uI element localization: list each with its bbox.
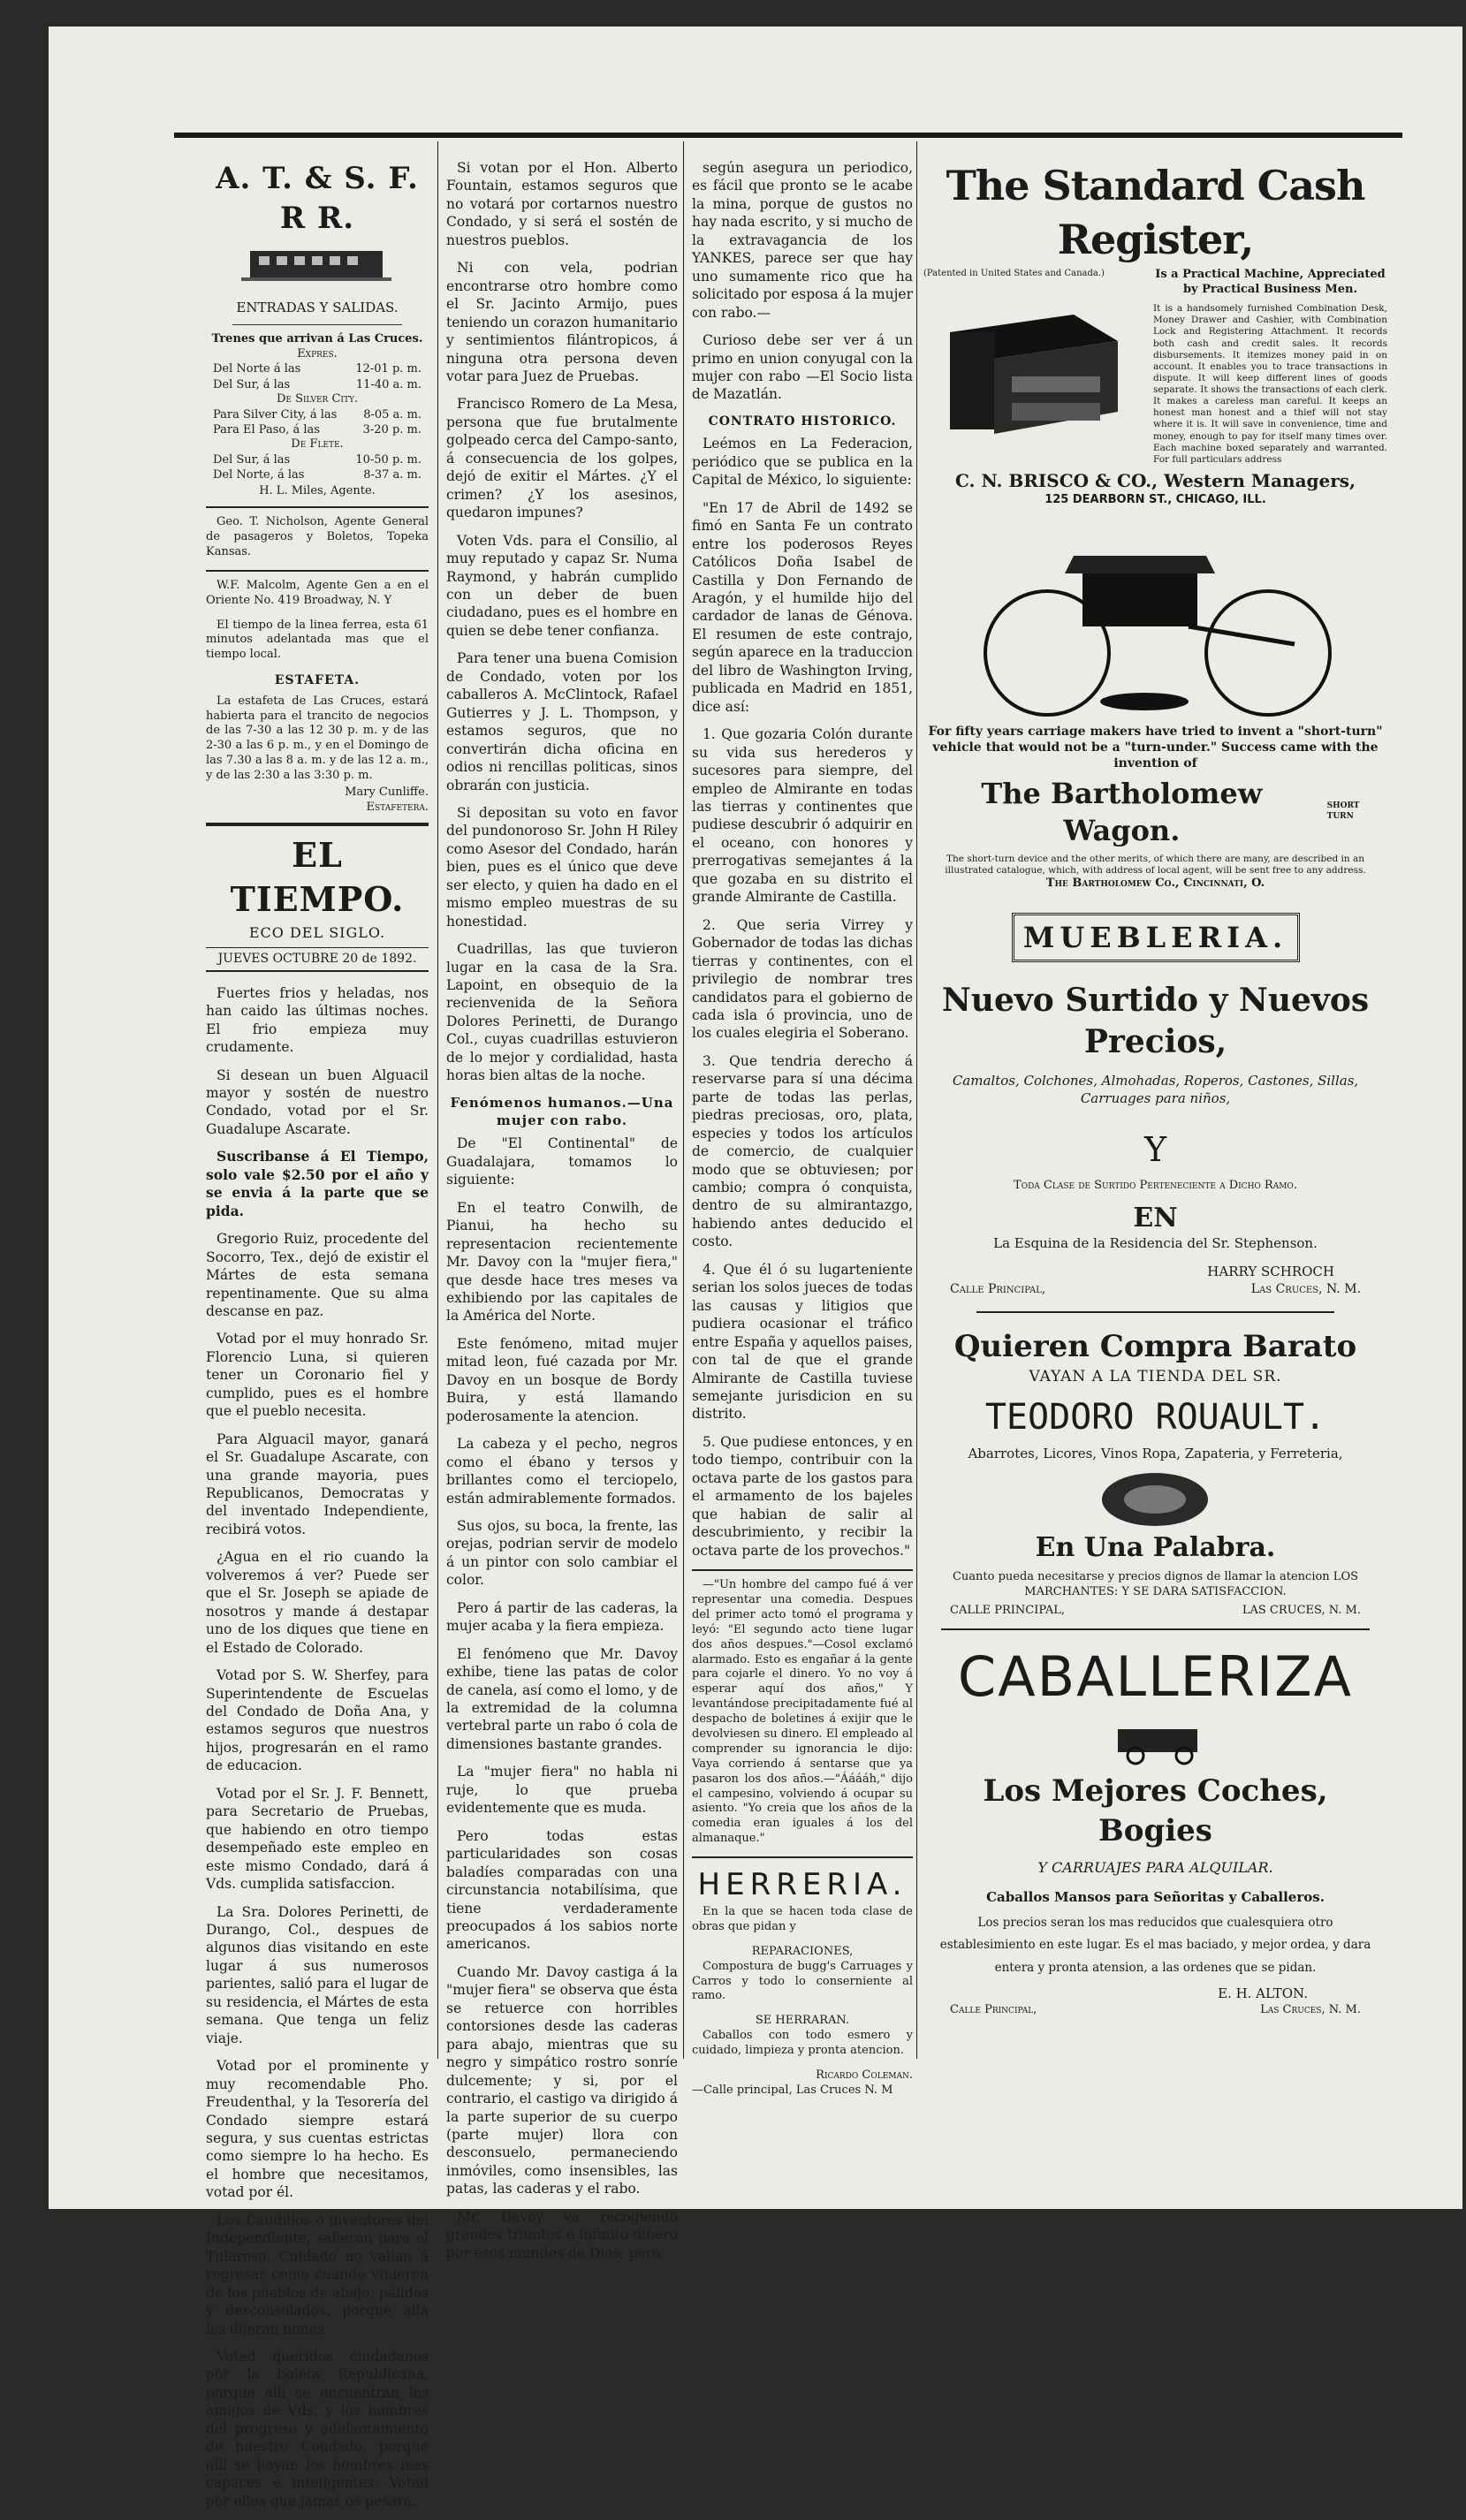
section-heading: ESTAFETA. [274,673,361,688]
ad-text: Compostura de bugg's Carruages y Carros y todo lo conserniente al ramo. [692,1959,913,2003]
wagon-image [923,520,1387,724]
article: Los Caudillos ó inventores del Independiente, salieron para el Tularoso. Cuidado no vallan á regresar como cuando vinieron de los pueblos de abajo, pálidos y desconsolados, porque allá les dijeran nones. [206,2212,429,2337]
article: Votad por S. W. Sherfey, para Superintendente de Escuelas del Condado de Doña Ana, y estamos seguros que nuestros hijos, progresarán en el ramo de educacion. [206,1667,429,1774]
newspaper-page [49,27,1462,2509]
schedule-row: Para El Paso, á las 3-20 p. m. [213,422,422,436]
article: La cabeza y el pecho, negros como el ébano y tersos y brillantes como el terciopelo, están admirablemente formados. [446,1436,678,1507]
ad-text: EN [1133,1202,1178,1233]
ad-text: Cuanto pueda necesitarse y precios dignos de llamar la atencion LOS MARCHANTES: Y SE DARA SATISFACCION. [952,1569,1359,1598]
article: Curioso debe ser ver á un primo en union conyugal con la mujer con rabo —El Socio lista de Mazatlán. [692,332,913,403]
article: Este fenómeno, mitad mujer mitad leon, fué cazada por Mr. Davoy en un bosque de Bordy Buira, y está llamando poderosamente la atencion. [446,1335,678,1424]
column-1 [206,159,429,2520]
section-heading: Trenes que arrivan á Las Cruces. [211,331,423,345]
article: Cuadrillas, las que tuvieron lugar en la casa de la Sra. Lapoint, en obsequio de la recienvenida de la Señora Dolores Perinetti, de Durango Col., cuyas cuadrillas estuvieron de lo mejor y cordialidad, hasta horas bien altas de la noche. [446,941,678,1084]
cash-register-image [923,279,1136,447]
article: La Sra. Dolores Perinetti, de Durango, Col., despues de algunos dias visitando en este lugar á sus numerosos parientes, salió para el lugar de su residencia, el Mártes de esta semana. Que tenga un feliz viaje. [206,1903,429,2046]
ad-text: En la que se hacen toda clase de obras que pidan y [692,1905,913,1933]
schedule-row: Del Sur, á las 10-50 p. m. [213,452,422,467]
ad-text: Y [1143,1129,1167,1169]
article: Si votan por el Hon. Alberto Fountain, estamos seguros que no votará por cortarnos nuestro Condado, y si será el sostén de nuestros pueblos. [446,160,678,248]
ad-text: Calle Principal, [950,1281,1046,1296]
schedule-row: Del Norte, á las 8-37 a. m. [213,468,422,482]
article-heading: Fenómenos humanos.—Una mujer con rabo. [450,1094,674,1128]
address: —Calle principal, Las Cruces N. M [692,2083,893,2097]
article: 2. Que seria Virrey y Gobernador de todas las dichas tierras y continentes, con el privilegio de nombrar tres candidatos para el gobierno de cada isla ó provincia, uno de los cuales elegiria el Soberano. [692,916,913,1042]
ad-title: MUEBLERIA. [1012,913,1300,962]
article: Pero todas estas particularidades son cosas baladíes comparadas con una circunstancia notabilísima, que tiene verdaderamente preocupados á los sabios norte americanos. [446,1827,678,1953]
ad-text: Las Cruces, N. M. [1250,1281,1361,1296]
ad-text: Abarrotes, Licores, Vinos Ropa, Zapateria, y Ferreteria, [968,1446,1343,1462]
column-2 [446,159,678,2272]
article: 5. Que pudiese entonces, y en todo tiempo, contribuir con la octava parte de los gastos para el armamento de los bajeles que habian de salir al descubrimiento, y recibir la octava parte de los provechos." [692,1433,913,1559]
ad-company: The Bartholomew Co., Cincinnati, O. [1045,876,1265,890]
ad-text: Camaltos, Colchones, Almohadas, Roperos, Castones, Sillas, Carruages para niños, [952,1072,1359,1106]
ad-title: The Bartholomew Wagon. [981,777,1263,848]
ad-title: CABALLERIZA [957,1644,1354,1710]
ad-text: CALLE PRINCIPAL, [950,1604,1066,1618]
column-rule [683,141,684,2059]
notice: El tiempo de la linea ferrea, esta 61 minutos adelantada mas que el tiempo local. [206,618,429,662]
article: Mr. Davoy va recogiendo grandes triunfos é infinito dinero por esos mundos de Dios; pero [446,2208,678,2261]
top-rule [174,133,1402,138]
railroad-title: A. T. & S. F. R R. [216,161,419,236]
schedule-row: Para Silver City, á las 8-05 a. m. [213,407,422,421]
ad-company: C. N. BRISCO & CO., Western Managers, [954,469,1356,491]
agent-line: H. L. Miles, Agente. [259,484,376,498]
ad-text: SHORT TURN [1326,801,1360,822]
masthead: EL TIEMPO. [230,834,405,919]
article-heading: CONTRATO HISTORICO. [708,414,897,429]
article: Leémos en La Federacion, periódico que se publica en la Capital de México, lo siguiente: [692,436,913,489]
ad-signature: HARRY SCHROCH [1207,1263,1334,1279]
article: ¿Agua en el rio cuando la volveremos á ver? Puede ser que el Sr. Joseph se apiade de nosotros y mande á destapar uno de los diques que tiene en el Estado de Colorado. [206,1549,429,1656]
article: Para tener una buena Comision de Condado, voten por los caballeros A. McClintock, Rafael Gutierres y J. L. Thompson, y estamos seguros, que no convertirán dicha oficina en odios ni rencillas politicas, sinos obrarán con justicia. [446,650,678,793]
ad-address: 125 DEARBORN ST., CHICAGO, ILL. [1044,493,1266,507]
article: Gregorio Ruiz, procedente del Socorro, Tex., dejó de existir el Mártes de esta semana repentinamente. Que su alma descanse en paz. [206,1231,429,1319]
article: Pero á partir de las caderas, la mujer acaba y la fiera empieza. [446,1599,678,1635]
article: La "mujer fiera" no habla ni ruje, lo que prueba evidentemente que es muda. [446,1764,678,1817]
label: De Flete. [291,437,344,451]
column-4-ads [923,159,1387,2018]
ad-text: Toda Clase de Surtido Perteneciente a Dicho Ramo. [1014,1178,1297,1192]
ad-title: HERRERIA. [697,1867,908,1903]
article: 3. Que tendria derecho á reservarse para sí una décima parte de todas las perlas, piedras preciosas, oro, plata, especies y todos los artículos de comercio, de cualquier modo que se obtuviesen; por cambio; compra ó conquista, dentro de su almirantazgo, habiendo antes deducido el costo. [692,1052,913,1250]
article: Votad por el Sr. J. F. Bennett, para Secretario de Pruebas, que habiendo en otro tiempo desempeñado este empleo en este mismo Condado, dará á Vds. cumplida satisfaccion. [206,1785,429,1893]
ad-text: The short-turn device and the other merits, of which there are many, are described in an illustrated catalogue, which, with address of local agent, will be sent free to any address. [945,853,1366,876]
ad-title: En Una Palabra. [1035,1532,1276,1564]
schedule-row: Del Norte á las 12-01 p. m. [213,362,422,376]
ad-text: Las Cruces, N. M. [1260,2003,1361,2017]
ad-title: Nuevo Surtido y Nuevos Precios, [941,981,1370,1061]
schedule-row: Del Sur, á las 11-40 a. m. [213,377,422,391]
ad-text: Los precios seran los mas reducidos que cualesquiera otro establesimiento en este lugar. Es el mas baciado, y mejor ordea, y dara entera y pronta atension, a las ordenes que se pidan. [939,1915,1371,1975]
ad-text: VAYAN A LA TIENDA DEL SR. [1029,1368,1282,1386]
ad-text: Caballos Mansos para Señoritas y Caballeros. [986,1888,1325,1905]
notice: W.F. Malcolm, Agente Gen a en el Oriente No. 419 Broadway, N. Y [206,578,429,607]
ad-text: LAS CRUCES, N. M. [1242,1604,1361,1618]
article: 4. Que él ó su lugarteniente serian los solos jueces de todas las causas y litigios que pudiera ocasionar el tráfico entre España y aquellos paises, con tal de que el grande Almirante de Castilla tuviese semejante jurisdicion en su distrito. [692,1261,913,1423]
ad-text: Y CARRUAJES PARA ALQUILAR. [1037,1858,1273,1876]
carriage-image [923,1713,1387,1766]
article: Votad por el muy honrado Sr. Florencio Luna, si quieren tener un Coronario fiel y cumplido, pues es el hombre que el pueblo necesita. [206,1331,429,1420]
article: En el teatro Conwilh, de Pianui, ha hecho su representacion recientemente Mr. Davoy con la "mujer fiera," que desde hace tres meses va exhibiendo por las capitales de la América del Norte. [446,1199,678,1325]
article: Suscribanse á El Tiempo, solo vale $2.50 por el año y se envia á la parte que se pida. [206,1148,429,1219]
label: De Silver City. [276,391,359,406]
ad-text: La Esquina de la Residencia del Sr. Stephenson. [993,1235,1318,1252]
signature: Estafetera. [366,800,429,814]
article: Fuertes frios y heladas, nos han caido las últimas noches. El frio empieza muy crudamente. [206,984,429,1056]
column-rule [437,141,438,2059]
ad-title: Los Mejores Coches, Bogies [983,1773,1328,1848]
ornament-image [923,1469,1387,1530]
article: 1. Que gozaria Colón durante su vida sus herederos y sucesores para siempre, del empleo de Almirante en todas las tierras y continentes que pudiese descubrir ó adquirir en el oceano, con honores y prerrogativas semejantes á la que gozaba en su distrito el grande Almirante de Castilla. [692,726,913,906]
article: Cuando Mr. Davoy castiga á la "mujer fiera" se observa que ésta se retuerce con horribles contorsiones desde las caderas para abajo, mientras que su negro y simpático rostro sonríe dulcemente; y si, por el contrario, el castigo va dirigido á la parte superior de su cuerpo (parte mujer) llora con desconsuelo, permaneciendo inmóviles, como insensibles, las patas, las caderas y el rabo. [446,1963,678,2197]
notice: Geo. T. Nicholson, Agente General de pasageros y Boletos, Topeka Kansas. [206,515,429,558]
article: Para Alguacil mayor, ganará el Sr. Guadalupe Ascarate, con una grande mayoria, pues Republicanos, Democratas y del inventado Independiente, recibirá votos. [206,1431,429,1537]
ad-title: The Standard Cash Register, [946,162,1365,263]
ad-text: Calle Principal, [950,2003,1037,2017]
section-heading: ENTRADAS Y SALIDAS. [236,300,399,316]
article: De "El Continental" de Guadalajara, tomamos lo siguiente: [446,1135,678,1188]
signature: Ricardo Coleman. [816,2068,913,2083]
article: Si desean un buen Alguacil mayor y sostén de nuestro Condado, votad por el Sr. Guadalupe Ascarate. [206,1066,429,1137]
article: —"Un hombre del campo fué á ver representar una comedia. Despues del primer acto tomó el programa y leyó: "El segundo acto tiene lugar dos años despues."—Cosol exclamó alarmado. Esto es engañar á la gente para cojarle el dinero. Yo no voy á esperar aquí dos años," Y levantándose precipitadamente fué al despacho de boletines á exijir que le devolviesen su dinero. El empleado al comprender su ignorancia le dijo: Vaya corriendo á sentarse que ya pasaron los dos años.—"Ááááh," dijo el campesino, volviendo á ocupar su asiento. "Yo creia que los años de la comedia eran iguales á los del almanaque." [692,1578,913,1846]
article: Sus ojos, su boca, la frente, las orejas, podrian servir de modelo á un pintor con solo cambiar el color. [446,1517,678,1589]
article: Voten Vds. para el Consilio, al muy reputado y capaz Sr. Numa Raymond, y habrán cumplido con un deber de buen ciudadano, pues es el hombre en quien se debe tener confianza. [446,532,678,639]
article: Votad queridos ciudadanos por la boleta Republicana, porque allí se encuentran los amigos de Vds. y los hombres del progreso y adelantamiento de nuestro Condado, porque allí se hayan los hombres mas capaces é inteligentes. Votad por ellos que jamas os pesará. [206,2348,429,2509]
article: Votad por el prominente y muy recomendable Pho. Freudenthal, y la Tesorería del Condado siempre estará segura, y sus cuentas estrictas como siempre lo ha hecho. Es el hombre que necesitamos, votad por él. [206,2058,429,2201]
ad-text: For fifty years carriage makers have tried to invent a "short-turn" vehicle that would not be a "turn-under." Success came with the invention of [928,724,1383,770]
article: según asegura un periodico, es fácil que pronto se le acabe la mina, porque de gustos no hay nada escrito, y si mucho de la extravagancia de los YANKES, parece ser que hay uno sumamente rico que ha solicitado por esposa á la mujer con rabo.— [692,160,913,321]
ad-title: Quieren Compra Barato [953,1329,1357,1365]
train-image [206,239,429,292]
article: Francisco Romero de La Mesa, persona que fue brutalmente golpeado cerca del Campo-santo, á consecuencia de los golpes, dejó de exitir el Mártes. ¿Y el crimen? ¿Y los asesinos, quedaron impunes? [446,396,678,521]
article: "En 17 de Abril de 1492 se fimó en Santa Fe un contrato entre los poderosos Reyes Católicos Doña Isabel de Castilla y Don Fernando de Aragón, y el humilde hijo del cardador de lanas de Génova. El resumen de este contrajo, según aparece en la traduccion del libro de Washington Irving, publicada en Madrid en 1851, dice así: [692,499,913,715]
notice: La estafeta de Las Cruces, estará habierta para el trancito de negocios de las 7-30 a las 12 30 p. m. y de las 2-30 a las 6 p. m., y en el Domingo de las 7.30 a las 8 a. m. y de las 12 a. m., y de las 2:30 a las 3:30 p. m. [206,694,429,783]
ad-text: Is a Practical Machine, Appreciated by Practical Business Men. [1155,268,1386,297]
ad-signature: E. H. ALTON. [1218,1985,1308,2001]
article: Si depositan su voto en favor del pundonoroso Sr. John H Riley como Asesor del Condado, harán bien, pues es el único que deve ser electo, y quien ha dado en el mismo empleo muestras de su honestidad. [446,804,678,930]
ad-text: Caballos con todo esmero y cuidado, limpieza y pronta atencion. [692,2029,913,2058]
masthead-subtitle: ECO DEL SIGLO. [248,924,386,942]
signature: Mary Cunliffe. [345,786,429,800]
ad-text: REPARACIONES, [751,1944,854,1958]
issue-date: JUEVES OCTUBRE 20 de 1892. [206,947,429,971]
article: El fenómeno que Mr. Davoy exhibe, tiene las patas de color de canela, así como el lomo, y de la extremidad de la columna vertebral parte un rabo ó cola de dimensiones bastante grandes. [446,1645,678,1752]
column-3 [692,159,913,2099]
ad-text: SE HERRARAN. [755,2014,850,2028]
ad-text: It is a handsomely furnished Combination Desk, Money Drawer and Cashier, with Combination Lock and Registering Attachment. It records both cash and credit sales. It records disbursements. It itemizes money paid in on account. It enables you to trace transactions in dispute. It will keep different lines of goods separate. It shows the transactions of each clerk. It makes a careless man careful. It keeps an honest man honest and a thief will not stay where it is. It will save in convenience, time and money, enough to pay for itself many times over. Each machine boxed separately and warranted. For full particulars address [1153,303,1387,465]
ad-title: TEODORO ROUAULT. [984,1396,1326,1438]
article: Ni con vela, podrian encontrarse otro hombre como el Sr. Jacinto Armijo, pues teniendo un corazon humanitario y sentimientos filántropicos, á ninguna otra persona deven votar para Juez de Pruebas. [446,260,678,384]
label: Expres. [297,346,338,361]
column-rule [916,141,917,2059]
ad-text: (Patented in United States and Canada.) [923,269,1105,279]
